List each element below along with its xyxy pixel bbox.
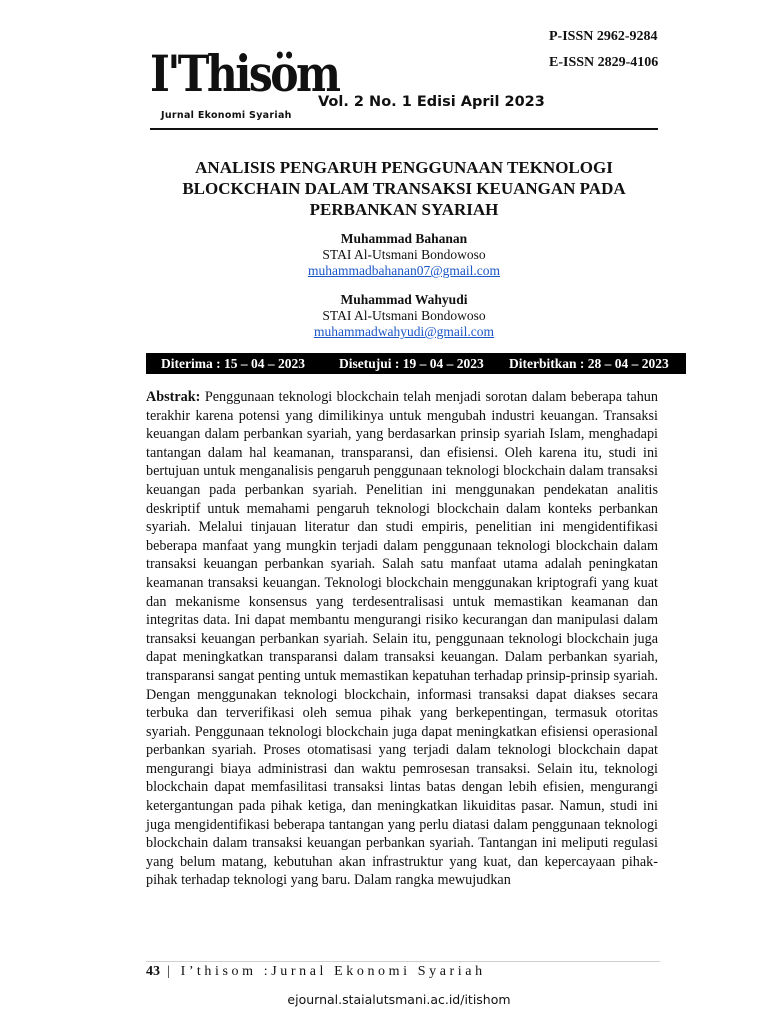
journal-logo-subtitle: Jurnal Ekonomi Syariah xyxy=(161,110,292,121)
date-received: Diterima : 15 – 04 – 2023 xyxy=(161,356,305,371)
author-affiliation: STAI Al-Utsmani Bondowoso xyxy=(322,308,486,323)
author-block xyxy=(200,231,608,279)
author-email-link[interactable]: muhammadbahanan07@gmail.com xyxy=(307,263,500,278)
abstract-text: Penggunaan teknologi blockchain telah menjadi sorotan dalam beberapa tahun terakhir karena potensi yang dimilikinya untuk mengubah industri keuangan. Transaksi keuangan dalam perbankan syariah, yang berdasarkan prinsip syariah Islam, menghadapi tantangan dalam hal keamanan, transparansi, dan efisiensi. Oleh karena itu, studi ini bertujuan untuk menganalisis pengaruh penggunaan teknologi blockchain dalam transaksi keuangan pada perbankan syariah. Penelitian ini menggunakan pendekatan analitis deskriptif untuk memahami pengaruh teknologi blockchain dalam konteks perbankan syariah. Melalui tinjauan literatur dan studi empiris, penelitian ini mengidentifikasi beberapa manfaat yang mungkin terjadi dalam penggunaan teknologi blockchain dalam transaksi keuangan perbankan syariah. Salah satu manfaat utama adalah peningkatan keamanan transaksi keuangan. Teknologi blockchain menggunakan kriptografi yang kuat dan mekanisme konsensus yang terdesentralisasi untuk memastikan keamanan dan integritas data. Ini dapat membantu mengurangi risiko kecurangan dan manipulasi dalam transaksi keuangan perbankan syariah. Selain itu, penggunaan teknologi blockchain juga dapat meningkatkan transparansi dalam transaksi keuangan. Dalam perbankan syariah, transparansi sangat penting untuk memastikan kepatuhan terhadap prinsip-prinsip syariah. Dengan menggunakan teknologi blockchain, informasi transaksi dapat diakses secara terbuka dan terverifikasi oleh semua pihak yang berkepentingan, termasuk otoritas syariah. Penggunaan teknologi blockchain juga dapat meningkatkan efisiensi operasional perbankan syariah. Proses otomatisasi yang terjadi dalam teknologi blockchain dapat mengurangi biaya administrasi dan waktu pemrosesan transaksi. Selain itu, teknologi blockchain dapat memfasilitasi transaksi lintas batas dengan lebih efisien, mengurangi ketergantungan pada pihak ketiga, dan meningkatkan likuiditas pasar. Namun, studi ini juga mengidentifikasi beberapa tantangan yang perlu diatasi dalam penggunaan teknologi blockchain dalam transaksi keuangan perbankan syariah. Tantangan ini meliputi regulasi yang belum matang, kebutuhan akan infrastruktur yang kuat, dan kepercayaan pihak-pihak terhadap teknologi yang baru. Dalam rangka mewujudkan xyxy=(146,389,658,889)
author-affiliation: STAI Al-Utsmani Bondowoso xyxy=(322,247,486,262)
volume-edition: Vol. 2 No. 1 Edisi April 2023 xyxy=(318,94,545,110)
author-block xyxy=(200,292,608,340)
abstract-label: Abstrak: xyxy=(146,389,201,405)
author-email-link[interactable]: muhammadwahyudi@gmail.com xyxy=(313,324,495,339)
author-name: Muhammad Wahyudi xyxy=(340,292,468,307)
footer-running-title xyxy=(146,964,486,980)
journal-logo-text: I'Thisöm xyxy=(150,44,339,103)
e-issn: E-ISSN 2829-4106 xyxy=(549,55,659,70)
author-name: Muhammad Bahanan xyxy=(340,231,468,246)
p-issn: P-ISSN 2962-9284 xyxy=(549,29,658,44)
article-dates-bar xyxy=(146,353,686,374)
journal-logo xyxy=(150,44,339,124)
date-approved: Disetujui : 19 – 04 – 2023 xyxy=(339,356,484,371)
article-title: ANALISIS PENGARUH PENGGUNAAN TEKNOLOGI BLOCKCHAIN DALAM TRANSAKSI KEUANGAN PADA PERBANKAN SYARIAH xyxy=(182,158,626,219)
header-divider xyxy=(150,128,658,130)
abstract xyxy=(146,388,658,890)
footer-divider xyxy=(146,961,660,962)
journal-running-title: | I’thisom :Jurnal Ekonomi Syariah xyxy=(167,964,486,979)
page-number: 43 xyxy=(146,964,160,979)
journal-url-link[interactable]: ejournal.staialutsmani.ac.id/itishom xyxy=(287,992,511,1007)
date-published: Diterbitkan : 28 – 04 – 2023 xyxy=(509,356,669,371)
